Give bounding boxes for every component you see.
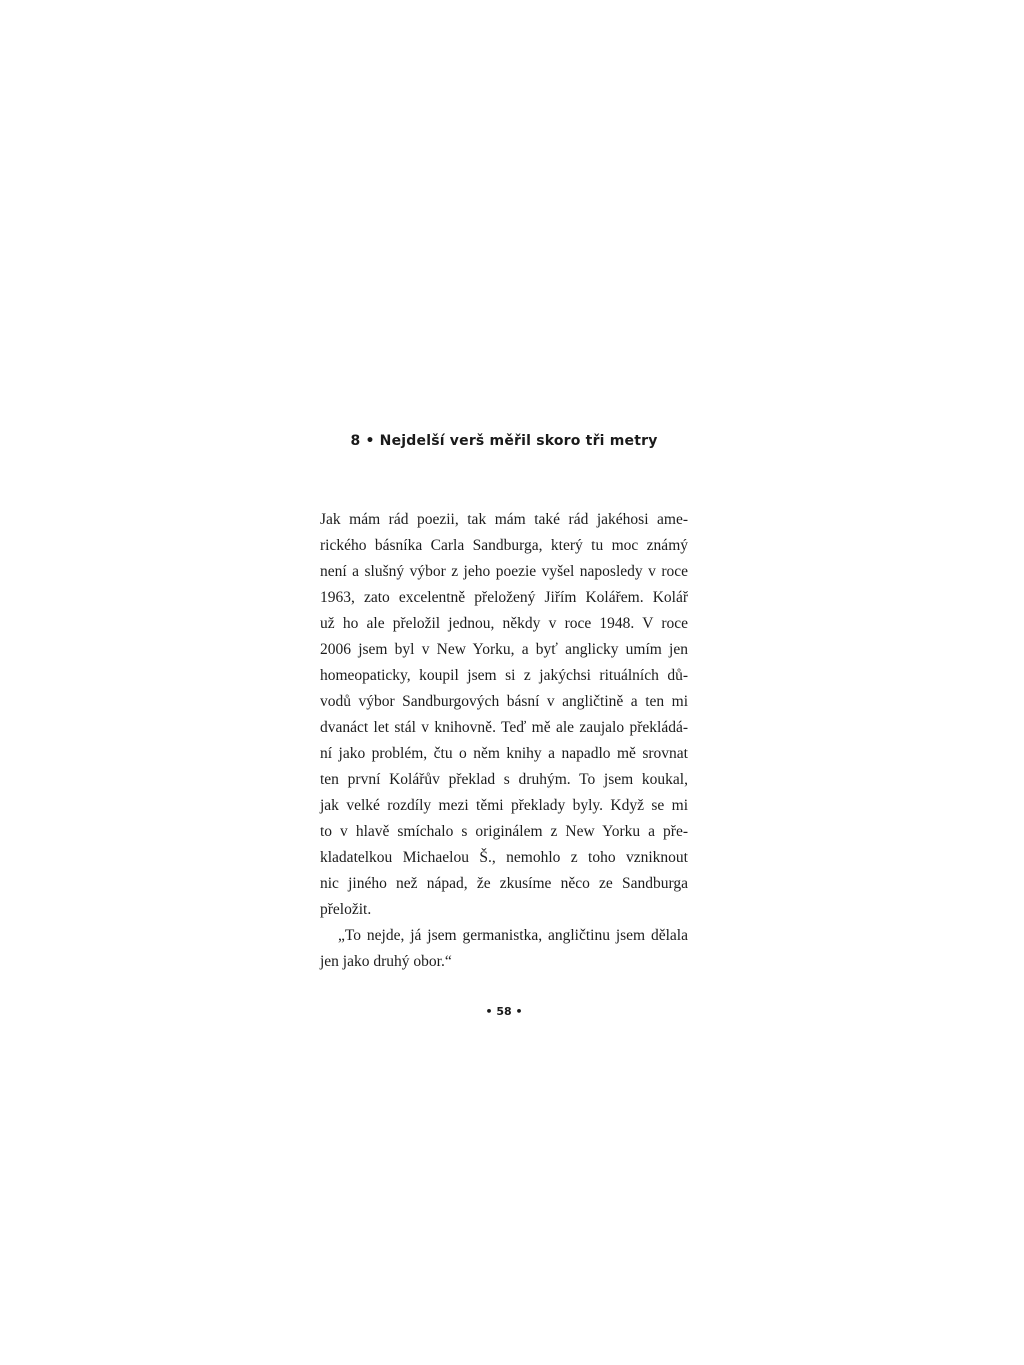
- text-line: vodů výbor Sandburgových básní v angličtině a ten mi: [320, 693, 688, 710]
- text-line: to v hlavě smíchalo s originálem z New Yorku a pře-: [320, 823, 688, 840]
- text-line: nic jiného než nápad, že zkusíme něco ze Sandburga: [320, 875, 688, 892]
- text-line: není a slušný výbor z jeho poezie vyšel naposledy v roce: [320, 563, 688, 580]
- text-line: jak velké rozdíly mezi těmi překlady byly. Když se mi: [320, 797, 688, 814]
- text-line: Jak mám rád poezii, tak mám také rád jakéhosi ame-: [320, 511, 688, 528]
- page-number: • 58 •: [485, 1005, 523, 1018]
- body-text: [320, 507, 688, 975]
- chapter-heading: 8 • Nejdelší verš měřil skoro tři metry: [350, 433, 658, 449]
- text-line: rického básníka Carla Sandburga, který tu moc známý: [320, 537, 688, 554]
- text-line: „To nejde, já jsem germanistka, angličtinu jsem dělala: [338, 927, 688, 944]
- text-line: dvanáct let stál v knihovně. Teď mě ale zaujalo překládá-: [320, 719, 688, 736]
- text-line: ten první Kolářův překlad s druhým. To jsem koukal,: [320, 771, 688, 788]
- text-line: přeložit.: [320, 901, 372, 918]
- text-line: už ho ale přeložil jednou, někdy v roce 1948. V roce: [320, 615, 688, 632]
- text-line: kladatelkou Michaelou Š., nemohlo z toho vzniknout: [320, 849, 688, 866]
- text-line: 2006 jsem byl v New Yorku, a byť anglicky umím jen: [320, 641, 688, 658]
- text-line: homeopaticky, koupil jsem si z jakýchsi rituálních dů-: [320, 667, 688, 684]
- text-line: 1963, zato excelentně přeložený Jiřím Kolářem. Kolář: [320, 589, 688, 606]
- text-line: ní jako problém, čtu o něm knihy a napadlo mě srovnat: [320, 745, 688, 762]
- text-line: jen jako druhý obor.“: [320, 953, 452, 970]
